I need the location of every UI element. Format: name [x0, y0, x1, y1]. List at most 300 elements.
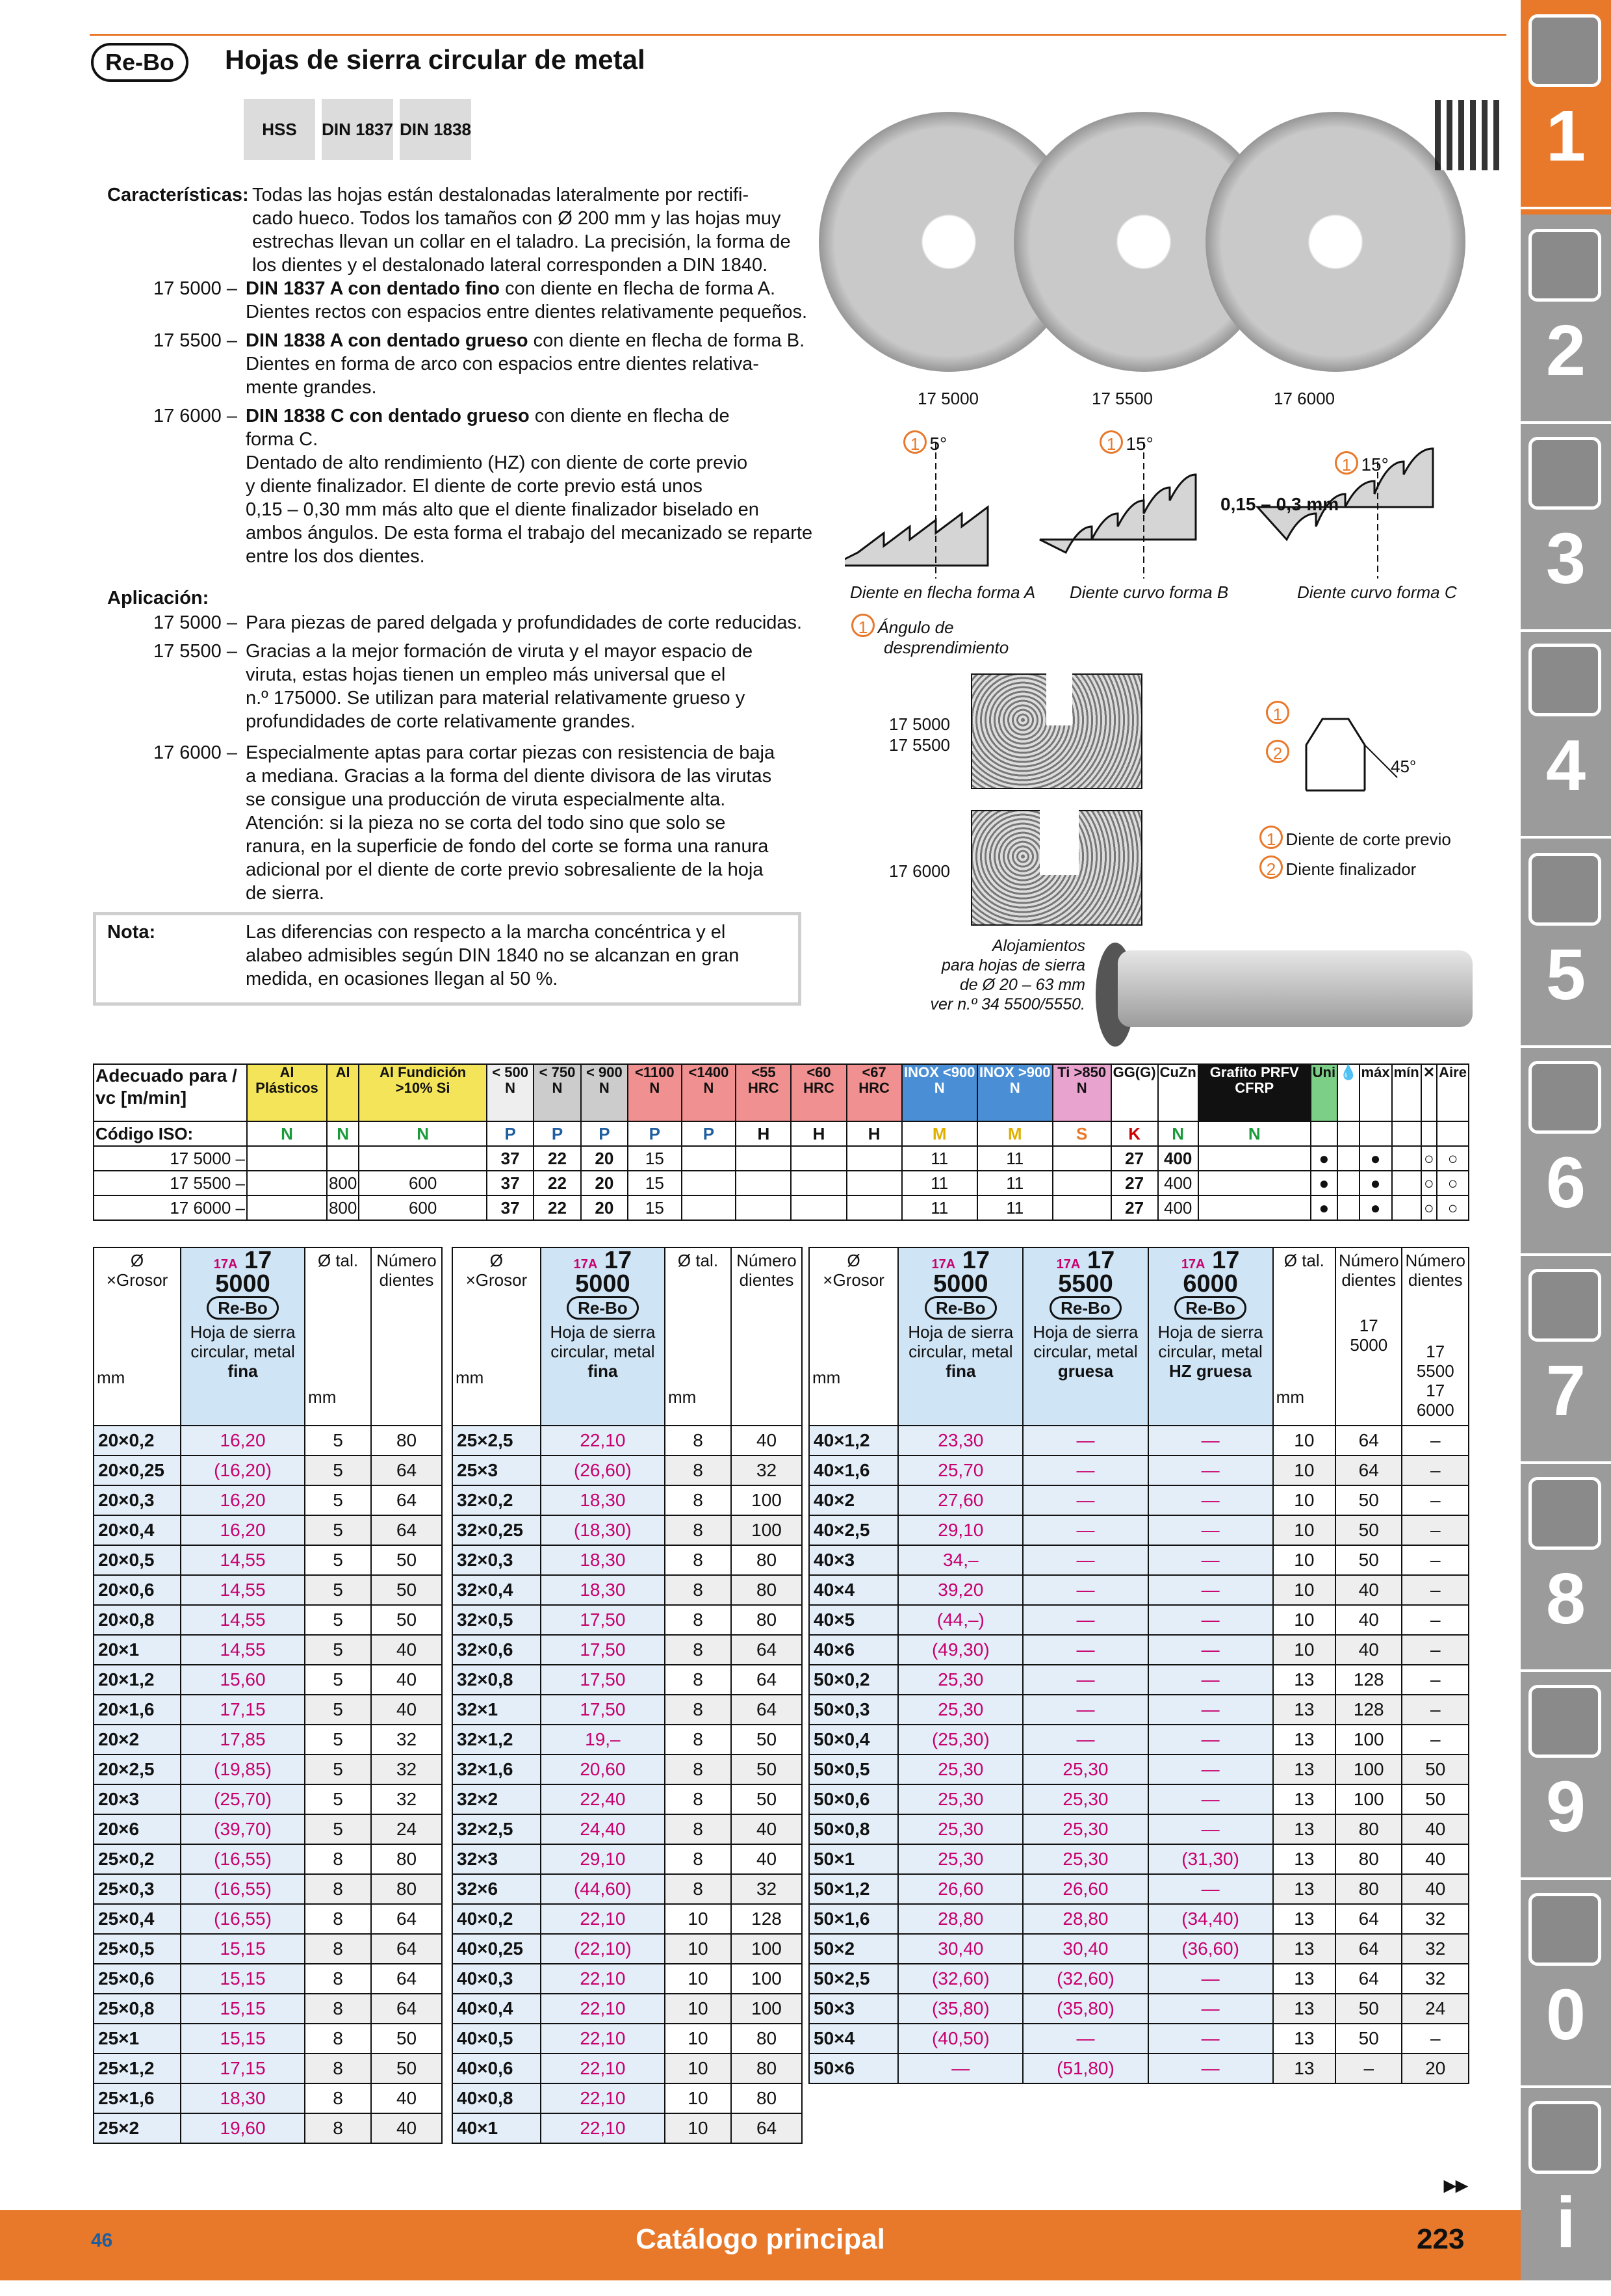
- dimension-cell: 20×1,2: [94, 1665, 181, 1695]
- value-cell: 64: [731, 2113, 802, 2143]
- value-cell: 50: [1335, 1515, 1402, 1545]
- table-row: [809, 1725, 1469, 1755]
- gap-label: 0,15 – 0,3 mm: [1220, 494, 1339, 514]
- price-cell: (25,70): [181, 1784, 305, 1814]
- price-cell: 14,55: [181, 1605, 305, 1635]
- dimension-cell: 50×0,2: [809, 1665, 898, 1695]
- price-cell: —: [1148, 1426, 1273, 1455]
- saw-label-175500: 17 5500: [1092, 389, 1153, 408]
- table-row: [94, 1844, 442, 1874]
- value-cell: 8: [665, 1455, 731, 1485]
- spec-badge-hss: HSS: [244, 99, 315, 160]
- angle-label-c: 1 15°: [1335, 451, 1389, 475]
- chapter-divider: [1521, 207, 1611, 209]
- mat-cuzn: CuZn: [1158, 1064, 1198, 1121]
- chapter-tab-4[interactable]: 4: [1545, 725, 1586, 805]
- dimension-cell: 40×3: [809, 1545, 898, 1575]
- dimension-cell: 32×0,6: [452, 1635, 541, 1665]
- app-code-176000: 17 6000 –: [153, 742, 237, 763]
- value-cell: 8: [305, 1964, 371, 1994]
- dimension-cell: 25×0,4: [94, 1904, 181, 1934]
- table-row: [809, 1665, 1469, 1695]
- price-cell: —: [1148, 1814, 1273, 1844]
- chapter-info-icon: [1528, 2101, 1601, 2174]
- value-cell: 10: [665, 2054, 731, 2083]
- suitability-table: [93, 1063, 1469, 1221]
- chapter-4-icon: [1528, 644, 1601, 716]
- value-cell: 8: [305, 1904, 371, 1934]
- dimension-cell: 32×0,4: [452, 1575, 541, 1605]
- chapter-5-icon: [1528, 853, 1601, 926]
- value-cell: 5: [305, 1784, 371, 1814]
- dimension-cell: 50×2,5: [809, 1964, 898, 1994]
- feature-176000: DIN 1838 C con dentado grueso con diente en flecha de forma C. Dentado de alto rendimiento (HZ) con diente de corte previo y diente finalizador. El diente de corte previo está unos 0,15 – 0,30 mm más alto que el diente finalizador biselado en ambos ángulos. De esta forma el trabajo del mecanizado se reparte entre los dos dientes.: [246, 406, 813, 567]
- table-row: [809, 1934, 1469, 1964]
- table-row: [452, 1844, 802, 1874]
- table-row: [452, 2054, 802, 2083]
- groove-slot-2: [1040, 810, 1079, 875]
- chapter-divider: [1521, 1461, 1611, 1464]
- price-cell: —: [1023, 1695, 1148, 1725]
- chapter-tab-2[interactable]: 2: [1545, 311, 1586, 391]
- chapter-tab-8[interactable]: 8: [1545, 1559, 1586, 1639]
- price-cell: —: [1148, 1874, 1273, 1904]
- mat-uni: Uni: [1311, 1064, 1337, 1121]
- t1-col-175000: 17A 17 5000 Re-Bo Hoja de sierra circular, metal fina: [181, 1247, 305, 1426]
- price-cell: (22,10): [541, 1934, 665, 1964]
- value-cell: 13: [1273, 1784, 1335, 1814]
- t3-col-175500: 17A 17 5500 Re-Bo Hoja de sierra circular, metal gruesa: [1023, 1247, 1148, 1426]
- table-row: [809, 1485, 1469, 1515]
- value-cell: 32: [371, 1725, 442, 1755]
- table-row: [94, 1635, 442, 1665]
- dimension-cell: 25×2,5: [452, 1426, 541, 1455]
- dry-icon: ✕: [1421, 1064, 1437, 1121]
- value-cell: 50: [1335, 1994, 1402, 2024]
- price-cell: 25,30: [898, 1844, 1023, 1874]
- value-cell: 24: [371, 1814, 442, 1844]
- table-row: [94, 1605, 442, 1635]
- value-cell: 10: [665, 1964, 731, 1994]
- value-cell: 10: [1273, 1575, 1335, 1605]
- value-cell: 5: [305, 1665, 371, 1695]
- chapter-divider: [1521, 629, 1611, 632]
- saw-image-176000: [1205, 112, 1465, 372]
- table-row: [809, 1964, 1469, 1994]
- value-cell: 10: [665, 1994, 731, 2024]
- table-row: [94, 2113, 442, 2143]
- value-cell: 13: [1273, 1904, 1335, 1934]
- coolant-max: máx: [1360, 1064, 1392, 1121]
- value-cell: 80: [371, 1874, 442, 1904]
- dimension-cell: 40×4: [809, 1575, 898, 1605]
- table-row: [452, 1635, 802, 1665]
- value-cell: 8: [665, 1635, 731, 1665]
- price-cell: 17,50: [541, 1665, 665, 1695]
- value-cell: 10: [665, 2113, 731, 2143]
- dimension-cell: 50×0,8: [809, 1814, 898, 1844]
- value-cell: 40: [1335, 1575, 1402, 1605]
- table-row: [809, 1755, 1469, 1784]
- price-cell: —: [1023, 1575, 1148, 1605]
- table-row: [452, 2024, 802, 2054]
- table-row: [809, 1426, 1469, 1455]
- value-cell: 50: [731, 1784, 802, 1814]
- dimension-cell: 50×4: [809, 2024, 898, 2054]
- value-cell: 13: [1273, 1874, 1335, 1904]
- chapter-tab-6[interactable]: 6: [1545, 1143, 1586, 1223]
- value-cell: 8: [665, 1844, 731, 1874]
- value-cell: 80: [371, 1426, 442, 1455]
- angle-label-b: 1 15°: [1100, 430, 1153, 454]
- price-cell: (49,30): [898, 1635, 1023, 1665]
- dimension-cell: 40×0,3: [452, 1964, 541, 1994]
- app-175000: Para piezas de pared delgada y profundidades de corte reducidas.: [246, 612, 803, 633]
- price-cell: 18,30: [541, 1485, 665, 1515]
- t2-col-tal: Ø tal. mm: [665, 1247, 731, 1426]
- angle-45-label: 45°: [1391, 757, 1417, 776]
- dimension-cell: 20×0,2: [94, 1426, 181, 1455]
- price-cell: 22,10: [541, 1994, 665, 2024]
- chapter-divider: [1521, 2293, 1611, 2296]
- value-cell: 13: [1273, 1994, 1335, 2024]
- dimension-cell: 32×0,5: [452, 1605, 541, 1635]
- value-cell: 8: [665, 1515, 731, 1545]
- chapter-tab-3[interactable]: 3: [1545, 519, 1586, 599]
- value-cell: 50: [731, 1755, 802, 1784]
- chapter-tab-9[interactable]: 9: [1545, 1767, 1586, 1847]
- table-row: [452, 1665, 802, 1695]
- dimension-cell: 20×0,8: [94, 1605, 181, 1635]
- mat-steel-500: < 500 N: [487, 1064, 534, 1121]
- chapter-tab-5[interactable]: 5: [1545, 935, 1586, 1015]
- value-cell: 50: [1402, 1755, 1469, 1784]
- chapter-tab-info[interactable]: i: [1556, 2183, 1576, 2263]
- dimension-cell: 20×0,6: [94, 1575, 181, 1605]
- value-cell: 64: [371, 1485, 442, 1515]
- suit-row-175500: 17 5500 – 800 600 37 22 20 15 11 11 27 400 ● ● ○ ○: [94, 1171, 1469, 1195]
- value-cell: 10: [1273, 1545, 1335, 1575]
- value-cell: 80: [1335, 1874, 1402, 1904]
- table-row: [809, 1545, 1469, 1575]
- price-cell: (16,55): [181, 1904, 305, 1934]
- value-cell: 8: [305, 1844, 371, 1874]
- price-cell: 18,30: [181, 2083, 305, 2113]
- price-cell: 22,10: [541, 1964, 665, 1994]
- dimension-cell: 20×2,5: [94, 1755, 181, 1784]
- value-cell: 8: [665, 1784, 731, 1814]
- dimension-cell: 40×1: [452, 2113, 541, 2143]
- spec-badge-din1837: DIN 1837: [322, 99, 393, 160]
- value-cell: 40: [371, 1695, 442, 1725]
- coolant-air: Aire: [1437, 1064, 1469, 1121]
- price-cell: —: [1148, 1994, 1273, 2024]
- spec-badge-din1838: DIN 1838: [400, 99, 471, 160]
- value-cell: 5: [305, 1605, 371, 1635]
- price-cell: 15,15: [181, 2024, 305, 2054]
- dimension-cell: 40×1,2: [809, 1426, 898, 1455]
- value-cell: 32: [371, 1755, 442, 1784]
- chapter-divider: [1521, 1669, 1611, 1672]
- value-cell: 50: [1402, 1784, 1469, 1814]
- price-cell: —: [1148, 2024, 1273, 2054]
- price-cell: 22,10: [541, 1426, 665, 1455]
- dimension-cell: 32×0,3: [452, 1545, 541, 1575]
- value-cell: 8: [305, 2054, 371, 2083]
- value-cell: 64: [731, 1635, 802, 1665]
- table-row: [809, 1455, 1469, 1485]
- price-cell: 25,30: [898, 1665, 1023, 1695]
- table-row: [94, 1515, 442, 1545]
- value-cell: 8: [305, 1874, 371, 1904]
- value-cell: 64: [371, 1904, 442, 1934]
- value-cell: 50: [371, 2054, 442, 2083]
- chapter-1-icon: [1528, 14, 1601, 87]
- price-cell: (36,60): [1148, 1934, 1273, 1964]
- value-cell: 20: [1402, 2054, 1469, 2083]
- groove-label-3: 17 6000: [889, 861, 950, 881]
- price-cell: (26,60): [541, 1455, 665, 1485]
- value-cell: 13: [1273, 2054, 1335, 2083]
- value-cell: 5: [305, 1755, 371, 1784]
- table-row: [94, 1904, 442, 1934]
- value-cell: 50: [371, 1605, 442, 1635]
- t2-col-teeth: Número dientes: [731, 1247, 802, 1426]
- dimension-cell: 50×0,3: [809, 1695, 898, 1725]
- chapter-tab-1[interactable]: 1: [1545, 96, 1586, 176]
- price-cell: (18,30): [541, 1515, 665, 1545]
- table-row: [809, 1635, 1469, 1665]
- t3-col-175000: 17A 17 5000 Re-Bo Hoja de sierra circular, metal fina: [898, 1247, 1023, 1426]
- value-cell: 32: [1402, 1934, 1469, 1964]
- value-cell: 13: [1273, 1755, 1335, 1784]
- dimension-cell: 50×1,2: [809, 1874, 898, 1904]
- table-row: [452, 1755, 802, 1784]
- price-cell: 24,40: [541, 1814, 665, 1844]
- table-row: [809, 2024, 1469, 2054]
- dimension-cell: 40×0,6: [452, 2054, 541, 2083]
- mat-hrc-60: <60 HRC: [791, 1064, 846, 1121]
- value-cell: 80: [731, 2054, 802, 2083]
- value-cell: 24: [1402, 1994, 1469, 2024]
- price-cell: 15,15: [181, 1964, 305, 1994]
- table-row: [94, 1426, 442, 1455]
- dimension-cell: 20×2: [94, 1725, 181, 1755]
- legend-pre-cut-tooth: 1 Diente de corte previo: [1259, 826, 1451, 850]
- note-text: Las diferencias con respecto a la marcha concéntrica y el alabeo admisibles según DIN 1840 no se alcanzan en gran medida, en ocasiones llegan al 50 %.: [246, 922, 740, 989]
- value-cell: 8: [665, 1575, 731, 1605]
- value-cell: 8: [665, 1695, 731, 1725]
- value-cell: 8: [665, 1874, 731, 1904]
- mat-ti: Ti >850 N: [1053, 1064, 1111, 1121]
- table-row: [94, 2083, 442, 2113]
- dimension-cell: 32×1,6: [452, 1755, 541, 1784]
- price-cell: (16,20): [181, 1455, 305, 1485]
- value-cell: 5: [305, 1725, 371, 1755]
- value-cell: 8: [665, 1725, 731, 1755]
- dimension-cell: 25×0,2: [94, 1844, 181, 1874]
- price-cell: —: [1148, 1784, 1273, 1814]
- table-row: [809, 1814, 1469, 1844]
- value-cell: 32: [731, 1455, 802, 1485]
- price-cell: 25,30: [1023, 1844, 1148, 1874]
- table-row: [809, 1575, 1469, 1605]
- chapter-6-icon: [1528, 1061, 1601, 1134]
- value-cell: 32: [1402, 1964, 1469, 1994]
- price-cell: (39,70): [181, 1814, 305, 1844]
- groove-slot-1: [1046, 673, 1072, 725]
- table-row: [452, 1934, 802, 1964]
- price-cell: —: [1148, 1515, 1273, 1545]
- table-row: [452, 1605, 802, 1635]
- value-cell: –: [1402, 1485, 1469, 1515]
- brand-logo: Re-Bo: [91, 43, 188, 82]
- table-row: [94, 1934, 442, 1964]
- value-cell: 100: [731, 1964, 802, 1994]
- price-cell: (32,60): [1023, 1964, 1148, 1994]
- suit-row-176000: 17 6000 – 800 600 37 22 20 15 11 11 27 400 ● ● ○ ○: [94, 1195, 1469, 1220]
- price-cell: —: [1148, 1665, 1273, 1695]
- value-cell: 64: [371, 1455, 442, 1485]
- mat-gg: GG(G): [1111, 1064, 1158, 1121]
- value-cell: 80: [731, 1575, 802, 1605]
- table-row: [452, 1874, 802, 1904]
- value-cell: 13: [1273, 1814, 1335, 1844]
- table-row: [94, 1545, 442, 1575]
- price-cell: (44,–): [898, 1605, 1023, 1635]
- value-cell: 8: [665, 1426, 731, 1455]
- price-cell: —: [1023, 1635, 1148, 1665]
- value-cell: 10: [1273, 1605, 1335, 1635]
- t3-col-teeth-1: Número dientes 17 5000: [1335, 1247, 1402, 1426]
- chapter-tab-7[interactable]: 7: [1545, 1351, 1586, 1431]
- value-cell: 5: [305, 1485, 371, 1515]
- mat-steel-1100: <1100 N: [628, 1064, 682, 1121]
- next-page-arrows[interactable]: ▸▸: [1444, 2171, 1468, 2198]
- chapter-divider: [1521, 1045, 1611, 1048]
- dimension-cell: 25×0,3: [94, 1874, 181, 1904]
- value-cell: 100: [731, 1994, 802, 2024]
- value-cell: 5: [305, 1575, 371, 1605]
- value-cell: 13: [1273, 1695, 1335, 1725]
- table-row: [94, 1964, 442, 1994]
- arbor-caption: Alojamientos para hojas de sierra de Ø 20 – 63 mm ver n.º 34 5500/5550.: [930, 937, 1085, 1013]
- value-cell: –: [1402, 1665, 1469, 1695]
- table-row: [94, 1695, 442, 1725]
- table-row: [452, 1964, 802, 1994]
- price-cell: —: [1023, 1515, 1148, 1545]
- value-cell: 50: [371, 1545, 442, 1575]
- t1-col-tal: Ø tal. mm: [305, 1247, 371, 1426]
- table-row: [809, 1904, 1469, 1934]
- price-cell: —: [1148, 1635, 1273, 1665]
- price-cell: 27,60: [898, 1485, 1023, 1515]
- t3-col-teeth-2: Número dientes 17 5500 17 6000: [1402, 1247, 1469, 1426]
- price-cell: 22,10: [541, 2113, 665, 2143]
- table-row: [94, 1784, 442, 1814]
- groove-labels-1: 17 5000 17 5500: [889, 714, 950, 755]
- table-row: [452, 1515, 802, 1545]
- price-cell: 14,55: [181, 1635, 305, 1665]
- value-cell: 80: [731, 2083, 802, 2113]
- value-cell: 5: [305, 1426, 371, 1455]
- t1-col-teeth: Número dientes: [371, 1247, 442, 1426]
- price-cell: 29,10: [898, 1515, 1023, 1545]
- chapter-3-icon: [1528, 437, 1601, 510]
- chapter-0-icon: [1528, 1893, 1601, 1966]
- value-cell: 32: [1402, 1904, 1469, 1934]
- value-cell: 8: [305, 1994, 371, 2024]
- features-intro: Todas las hojas están destalonadas lateralmente por rectifi- cado hueco. Todos los tamaños con Ø 200 mm y las hojas muy estrechas llevan un collar en el taladro. La precisión, la forma de los dientes y el destalonado lateral corresponden a DIN 1840.: [252, 185, 791, 276]
- chapter-divider: [1521, 2085, 1611, 2088]
- value-cell: 32: [731, 1874, 802, 1904]
- table-row: [809, 1874, 1469, 1904]
- value-cell: 40: [371, 2113, 442, 2143]
- dimension-cell: 40×0,5: [452, 2024, 541, 2054]
- feature-code-176000: 17 6000 –: [153, 406, 237, 426]
- value-cell: 64: [371, 1515, 442, 1545]
- dimension-cell: 50×0,4: [809, 1725, 898, 1755]
- table-row: [809, 1695, 1469, 1725]
- value-cell: 80: [371, 1844, 442, 1874]
- table-row: [452, 1994, 802, 2024]
- value-cell: 40: [731, 1844, 802, 1874]
- price-cell: 28,80: [898, 1904, 1023, 1934]
- chapter-tab-0[interactable]: 0: [1545, 1975, 1586, 2055]
- value-cell: –: [1402, 1575, 1469, 1605]
- arbor-shank: [1118, 950, 1473, 1027]
- saw-label-176000: 17 6000: [1274, 389, 1335, 408]
- dimension-cell: 50×6: [809, 2054, 898, 2083]
- value-cell: 5: [305, 1515, 371, 1545]
- value-cell: –: [1402, 1515, 1469, 1545]
- price-cell: 17,50: [541, 1695, 665, 1725]
- value-cell: 5: [305, 1635, 371, 1665]
- value-cell: 40: [731, 1814, 802, 1844]
- value-cell: 8: [665, 1665, 731, 1695]
- price-cell: —: [1023, 1455, 1148, 1485]
- price-cell: —: [1023, 1485, 1148, 1515]
- value-cell: 100: [731, 1485, 802, 1515]
- price-cell: 16,20: [181, 1485, 305, 1515]
- table-row: [809, 1515, 1469, 1545]
- coolant-min: mín: [1392, 1064, 1421, 1121]
- price-cell: —: [1148, 1545, 1273, 1575]
- value-cell: 10: [665, 1904, 731, 1934]
- dimension-cell: 25×1: [94, 2024, 181, 2054]
- table-row: [94, 2024, 442, 2054]
- app-code-175000: 17 5000 –: [153, 612, 237, 633]
- dimension-cell: 20×1,6: [94, 1695, 181, 1725]
- table-row: [94, 1755, 442, 1784]
- value-cell: –: [1402, 1455, 1469, 1485]
- dimension-cell: 32×1: [452, 1695, 541, 1725]
- price-cell: 34,–: [898, 1545, 1023, 1575]
- dimension-cell: 50×0,5: [809, 1755, 898, 1784]
- value-cell: 64: [371, 1934, 442, 1964]
- value-cell: –: [1335, 2054, 1402, 2083]
- price-cell: —: [1148, 1755, 1273, 1784]
- legend-marker-1: 1: [851, 614, 875, 637]
- price-cell: —: [1023, 1426, 1148, 1455]
- dimension-cell: 20×0,4: [94, 1515, 181, 1545]
- value-cell: 80: [1335, 1844, 1402, 1874]
- value-cell: 40: [731, 1426, 802, 1455]
- dimension-cell: 25×2: [94, 2113, 181, 2143]
- t2-col-175000: 17A 17 5000 Re-Bo Hoja de sierra circular, metal fina: [541, 1247, 665, 1426]
- table-row: [452, 1455, 802, 1485]
- price-cell: (34,40): [1148, 1904, 1273, 1934]
